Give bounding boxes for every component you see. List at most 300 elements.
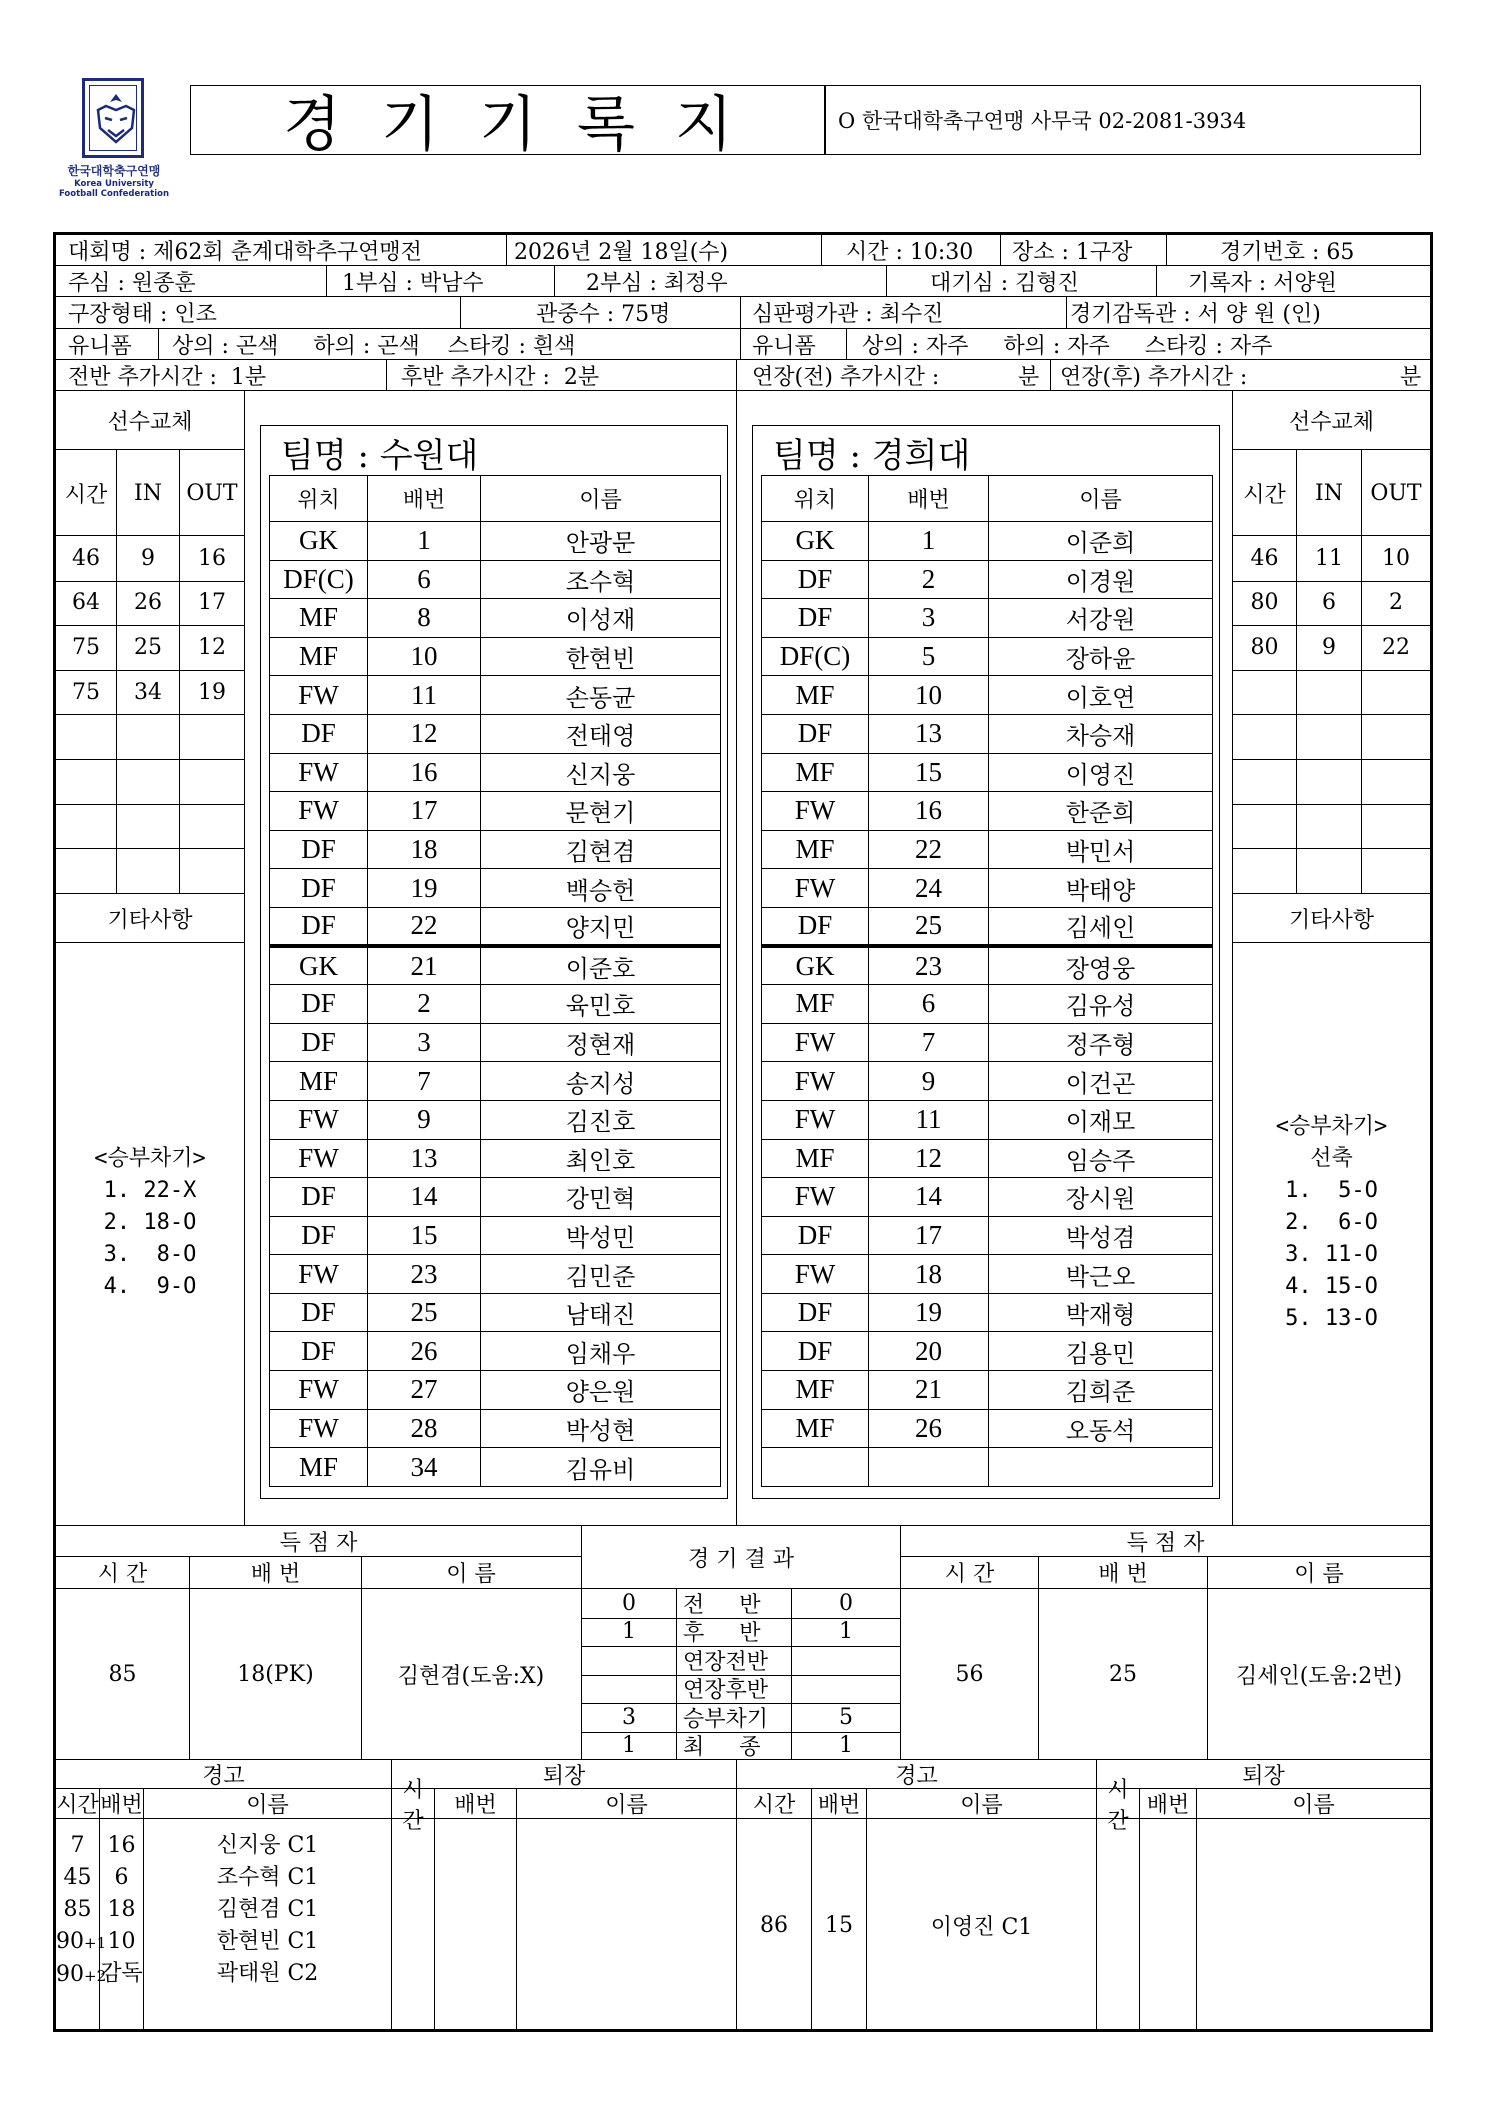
player-name: 손동균 <box>481 676 721 715</box>
sub-out: 10 <box>1382 545 1410 571</box>
home-goal-name-header: 이 름 <box>446 1561 496 1587</box>
away-roster-table <box>761 475 1213 1487</box>
sub-out: 2 <box>1389 590 1403 616</box>
referee: 주심 : 원종훈 <box>68 270 196 296</box>
player-position: DF <box>270 907 368 946</box>
away-caution-numbers: 15 <box>825 1913 853 1938</box>
player-row <box>762 1100 1213 1139</box>
result-home: 0 <box>622 1590 636 1616</box>
player-row <box>762 1062 1213 1101</box>
player-number: 11 <box>368 676 481 715</box>
player-position: GK <box>762 946 869 985</box>
player-number: 10 <box>869 676 989 715</box>
sub-out <box>1362 759 1430 804</box>
player-position: FW <box>762 869 869 908</box>
sub-time <box>1233 670 1296 715</box>
sub-in <box>1297 714 1361 759</box>
player-row <box>762 869 1213 908</box>
player-name: 이준희 <box>989 522 1213 561</box>
player-row <box>270 946 721 985</box>
sub-in: 9 <box>1322 634 1336 660</box>
player-row <box>762 1448 1213 1487</box>
away-position-header: 위치 <box>762 476 869 522</box>
player-number: 18 <box>368 830 481 869</box>
player-name: 김세인 <box>989 907 1213 946</box>
player-number: 7 <box>368 1062 481 1101</box>
result-title: 경 기 결 과 <box>688 1546 794 1572</box>
player-position: FW <box>270 1255 368 1294</box>
player-position: FW <box>270 676 368 715</box>
sub-time: 46 <box>72 545 100 571</box>
player-number: 18 <box>869 1255 989 1294</box>
et2-added-time-label: 연장(후) 추가시간 : <box>1060 364 1248 390</box>
away-scorer-title: 득 점 자 <box>1126 1530 1205 1556</box>
player-row <box>270 1332 721 1371</box>
player-position: FW <box>270 1100 368 1139</box>
player-row <box>270 1216 721 1255</box>
player-name: 이영진 <box>989 753 1213 792</box>
player-number: 21 <box>368 946 481 985</box>
player-row <box>762 1139 1213 1178</box>
player-number: 26 <box>869 1409 989 1448</box>
assistant-referee-1: 1부심 : 박남수 <box>342 270 484 296</box>
home-sub-out-header: OUT <box>186 480 238 506</box>
home-scorer-title: 득 점 자 <box>279 1530 358 1556</box>
away-sendoff-name-header: 이름 <box>1292 1793 1335 1818</box>
player-name: 전태영 <box>481 714 721 753</box>
home-caution-numbers: 16 6 18 10 감독 <box>100 1833 143 1986</box>
home-sendoff-time-header: 시간 <box>402 1777 424 1834</box>
player-number: 14 <box>368 1178 481 1217</box>
player-name: 신지웅 <box>481 753 721 792</box>
recorder: 기록자 : 서양원 <box>1188 270 1337 296</box>
home-caution-times <box>56 1830 107 1992</box>
player-row <box>762 792 1213 831</box>
away-name-header: 이름 <box>989 476 1213 522</box>
player-number: 7 <box>869 1023 989 1062</box>
player-position: GK <box>270 522 368 561</box>
home-goal-time: 85 <box>108 1661 137 1687</box>
player-position: DF <box>270 1023 368 1062</box>
player-name: 송지성 <box>481 1062 721 1101</box>
match-time: 시간 : 10:30 <box>846 239 974 265</box>
player-position: DF <box>270 985 368 1024</box>
result-home: 3 <box>622 1704 636 1730</box>
player-position: FW <box>762 1062 869 1101</box>
page-title: 경기기록지 <box>283 90 773 160</box>
player-number: 25 <box>869 907 989 946</box>
sub-in: 11 <box>1315 545 1343 571</box>
player-row <box>270 522 721 561</box>
home-sendoff-number-header: 배번 <box>454 1793 497 1818</box>
player-number: 1 <box>368 522 481 561</box>
player-name: 서강원 <box>989 599 1213 638</box>
player-row <box>762 1255 1213 1294</box>
competition-name: 대회명 : 제62회 춘계대학추구연맹전 <box>68 239 422 265</box>
player-position: DF <box>762 599 869 638</box>
et1-added-time-label: 연장(전) 추가시간 : <box>752 364 940 390</box>
sub-time: 64 <box>72 590 100 616</box>
player-number: 17 <box>869 1216 989 1255</box>
player-row <box>270 1178 721 1217</box>
match-venue: 장소 : 1구장 <box>1012 239 1133 265</box>
result-label: 승부차기 <box>683 1706 769 1732</box>
player-name <box>989 1448 1213 1487</box>
player-number: 28 <box>368 1409 481 1448</box>
result-away <box>792 1646 900 1675</box>
home-penalty-notes: <승부차기> 1. 22-X 2. 18-O 3. 8-O 4. 9-O <box>94 1146 206 1299</box>
player-name: 박성민 <box>481 1216 721 1255</box>
sub-in <box>1297 759 1361 804</box>
player-number: 8 <box>368 599 481 638</box>
result-away: 1 <box>839 1619 853 1645</box>
player-number: 1 <box>869 522 989 561</box>
result-label: 최 종 <box>683 1735 761 1761</box>
player-number: 15 <box>368 1216 481 1255</box>
player-position: FW <box>270 792 368 831</box>
result-home: 1 <box>622 1733 636 1759</box>
player-position: FW <box>762 1023 869 1062</box>
referee-assessor: 심판평가관 : 최수진 <box>752 302 944 327</box>
attendance: 관중수 : 75명 <box>536 302 671 327</box>
player-row <box>762 907 1213 946</box>
tiger-emblem-icon <box>82 78 144 158</box>
sub-out <box>180 848 244 893</box>
sub-out: 12 <box>198 634 226 660</box>
pitch-type: 구장형태 : 인조 <box>68 302 217 327</box>
player-name: 정주형 <box>989 1023 1213 1062</box>
sub-in: 26 <box>134 590 162 616</box>
player-row <box>270 907 721 946</box>
player-number: 6 <box>368 560 481 599</box>
away-sendoff-title: 퇴장 <box>1242 1763 1285 1789</box>
player-row <box>270 1139 721 1178</box>
sub-time: 80 <box>1250 590 1279 616</box>
home-others-title: 기타사항 <box>107 907 193 933</box>
player-number: 6 <box>869 985 989 1024</box>
player-position: DF <box>762 1293 869 1332</box>
player-row <box>270 1371 721 1410</box>
player-position: MF <box>762 985 869 1024</box>
player-name: 이재모 <box>989 1100 1213 1139</box>
sub-time: 80 <box>1250 634 1279 660</box>
result-label: 후 반 <box>683 1621 761 1647</box>
player-name: 박재형 <box>989 1293 1213 1332</box>
home-position-header: 위치 <box>270 476 368 522</box>
player-row <box>270 714 721 753</box>
player-position: DF <box>270 1178 368 1217</box>
second-half-added-time: 후반 추가시간 : 2분 <box>401 364 600 390</box>
away-caution-names: 이영진 C1 <box>930 1915 1033 1940</box>
player-row <box>270 792 721 831</box>
away-goal-name-header: 이 름 <box>1294 1561 1344 1587</box>
player-position: MF <box>762 676 869 715</box>
sub-time: 75 <box>72 679 100 705</box>
player-row <box>270 1023 721 1062</box>
result-away: 5 <box>839 1704 853 1730</box>
away-goal-name: 김세인(도움:2번) <box>1235 1663 1403 1689</box>
player-position: DF <box>762 714 869 753</box>
result-home <box>582 1646 676 1675</box>
away-caution-times: 86 <box>760 1913 788 1938</box>
player-position: MF <box>762 1409 869 1448</box>
result-away: 1 <box>839 1733 853 1759</box>
player-name: 양은원 <box>481 1371 721 1410</box>
sub-time <box>56 848 116 893</box>
player-number: 2 <box>368 985 481 1024</box>
player-name: 박성현 <box>481 1409 721 1448</box>
player-position: GK <box>270 946 368 985</box>
home-sub-time-header: 시간 <box>64 482 108 508</box>
player-row <box>270 1293 721 1332</box>
first-half-added-time: 전반 추가시간 : 1분 <box>68 364 267 390</box>
sub-time <box>1233 848 1296 893</box>
player-row <box>270 1448 721 1487</box>
match-number: 경기번호 : 65 <box>1220 239 1355 265</box>
home-roster-panel <box>260 425 728 1499</box>
player-position: FW <box>270 753 368 792</box>
home-caution-time-header: 시간 <box>56 1793 99 1818</box>
result-away <box>792 1675 900 1704</box>
home-caution-title: 경고 <box>202 1763 245 1789</box>
player-row <box>762 1216 1213 1255</box>
player-position: MF <box>762 1371 869 1410</box>
fourth-official: 대기심 : 김형진 <box>930 270 1079 296</box>
sub-out <box>180 804 244 849</box>
contact-box <box>824 85 1421 155</box>
player-position: DF(C) <box>762 637 869 676</box>
home-goal-number-header: 배 번 <box>250 1561 301 1587</box>
sub-out <box>1362 670 1430 715</box>
away-uniform: 상의 : 자주 하의 : 자주 스타킹 : 자주 <box>862 333 1273 359</box>
player-number: 14 <box>869 1178 989 1217</box>
player-position: FW <box>270 1371 368 1410</box>
home-number-header: 배번 <box>368 476 481 522</box>
result-home: 1 <box>622 1619 636 1645</box>
player-name: 이준호 <box>481 946 721 985</box>
player-row <box>762 714 1213 753</box>
sub-in <box>117 714 179 759</box>
player-position: DF <box>270 1332 368 1371</box>
logo-name-en-2: Football Confederation <box>58 189 170 199</box>
away-caution-time-header: 시간 <box>752 1793 796 1818</box>
player-position: DF <box>270 1293 368 1332</box>
logo-name-en-1: Korea University <box>74 179 154 189</box>
player-number: 13 <box>368 1139 481 1178</box>
player-position: MF <box>270 637 368 676</box>
player-name: 이성재 <box>481 599 721 638</box>
player-position: GK <box>762 522 869 561</box>
player-row <box>762 1409 1213 1448</box>
home-uniform: 상의 : 곤색 하의 : 곤색 스타킹 : 흰색 <box>172 333 576 359</box>
player-number: 34 <box>368 1448 481 1487</box>
away-roster-panel <box>752 425 1220 1499</box>
sub-out <box>1362 804 1430 849</box>
player-position: DF <box>762 560 869 599</box>
sub-out <box>180 759 244 804</box>
player-name: 장시원 <box>989 1178 1213 1217</box>
player-row <box>762 985 1213 1024</box>
player-number: 20 <box>869 1332 989 1371</box>
player-position: MF <box>270 1448 368 1487</box>
player-number: 21 <box>869 1371 989 1410</box>
away-uniform-label: 유니폼 <box>752 333 816 359</box>
player-position: DF <box>762 1332 869 1371</box>
player-name: 장하윤 <box>989 637 1213 676</box>
player-position: MF <box>762 1139 869 1178</box>
away-substitution-title: 선수교체 <box>1288 409 1374 435</box>
player-name: 백승헌 <box>481 869 721 908</box>
player-row <box>270 1409 721 1448</box>
player-position: DF <box>270 1216 368 1255</box>
et2-added-time-unit: 분 <box>1400 364 1422 390</box>
away-sendoff-time-header: 시간 <box>1107 1777 1129 1834</box>
player-name: 한현빈 <box>481 637 721 676</box>
player-name: 박태양 <box>989 869 1213 908</box>
player-number: 17 <box>368 792 481 831</box>
player-row <box>762 637 1213 676</box>
player-name: 이호연 <box>989 676 1213 715</box>
away-goal-time: 56 <box>955 1661 984 1687</box>
away-penalty-notes: <승부차기> 선축 1. 5-O 2. 6-O 3. 11-O 4. 15-O 5. 13-O <box>1275 1114 1388 1331</box>
home-sub-in-header: IN <box>134 480 162 506</box>
sub-out <box>1362 714 1430 759</box>
player-number: 13 <box>869 714 989 753</box>
player-row <box>270 869 721 908</box>
player-number: 22 <box>368 907 481 946</box>
sub-out: 17 <box>198 590 226 616</box>
player-number: 11 <box>869 1100 989 1139</box>
player-number: 19 <box>869 1293 989 1332</box>
federation-logo <box>54 78 174 204</box>
player-row <box>762 1371 1213 1410</box>
sub-time <box>1233 804 1296 849</box>
player-row <box>762 599 1213 638</box>
player-number: 24 <box>869 869 989 908</box>
player-name: 이건곤 <box>989 1062 1213 1101</box>
player-position: DF <box>762 1216 869 1255</box>
player-number: 12 <box>869 1139 989 1178</box>
player-position: FW <box>762 1178 869 1217</box>
home-team-name: 팀명 : 수원대 <box>281 436 479 476</box>
match-sheet <box>53 232 1433 2032</box>
player-name: 정현재 <box>481 1023 721 1062</box>
player-row <box>762 676 1213 715</box>
player-position: MF <box>270 1062 368 1101</box>
home-caution-number-header: 배번 <box>100 1793 143 1818</box>
player-position: FW <box>270 1409 368 1448</box>
player-position <box>762 1448 869 1487</box>
player-number <box>869 1448 989 1487</box>
sub-out <box>1362 848 1430 893</box>
contact-info: O 한국대학축구연맹 사무국 02-2081-3934 <box>838 109 1247 133</box>
player-name: 김민준 <box>481 1255 721 1294</box>
player-name: 김유비 <box>481 1448 721 1487</box>
home-sendoff-title: 퇴장 <box>542 1763 586 1789</box>
player-position: FW <box>762 1255 869 1294</box>
player-number: 26 <box>368 1332 481 1371</box>
player-number: 23 <box>869 946 989 985</box>
sub-out: 16 <box>198 545 226 571</box>
player-name: 김현겸 <box>481 830 721 869</box>
player-position: MF <box>762 753 869 792</box>
player-row <box>270 1100 721 1139</box>
player-number: 9 <box>869 1062 989 1101</box>
sub-in <box>1297 670 1361 715</box>
sub-in <box>1297 804 1361 849</box>
player-position: FW <box>762 792 869 831</box>
away-goal-number-header: 배 번 <box>1098 1561 1148 1587</box>
title-box <box>190 85 826 160</box>
player-row <box>762 830 1213 869</box>
player-row <box>270 753 721 792</box>
home-caution-names: 신지웅 C1 조수혁 C1 김현겸 C1 한현빈 C1 곽태원 C2 <box>216 1833 319 1986</box>
player-row <box>762 1178 1213 1217</box>
away-sub-time-header: 시간 <box>1243 482 1286 508</box>
player-name: 조수혁 <box>481 560 721 599</box>
player-name: 김희준 <box>989 1371 1213 1410</box>
player-number: 5 <box>869 637 989 676</box>
sub-time <box>1233 759 1296 804</box>
player-name: 김진호 <box>481 1100 721 1139</box>
result-away: 0 <box>839 1590 853 1616</box>
home-goal-time-header: 시 간 <box>97 1561 148 1587</box>
away-sub-in-header: IN <box>1315 480 1343 506</box>
player-name: 강민혁 <box>481 1178 721 1217</box>
home-substitution-title: 선수교체 <box>107 409 193 435</box>
sub-time: 75 <box>72 634 100 660</box>
player-position: FW <box>270 1139 368 1178</box>
home-uniform-label: 유니폼 <box>68 333 132 359</box>
sub-in <box>117 848 179 893</box>
away-caution-number-header: 배번 <box>817 1793 861 1818</box>
player-number: 19 <box>368 869 481 908</box>
player-row <box>270 560 721 599</box>
player-position: DF(C) <box>270 560 368 599</box>
home-goal-name: 김현겸(도움:X) <box>397 1663 545 1689</box>
player-name: 임채우 <box>481 1332 721 1371</box>
player-name: 육민호 <box>481 985 721 1024</box>
sub-in: 6 <box>1322 590 1336 616</box>
sub-in <box>117 804 179 849</box>
player-row <box>762 1293 1213 1332</box>
away-others-title: 기타사항 <box>1288 907 1374 933</box>
player-row <box>762 1332 1213 1371</box>
player-position: DF <box>270 869 368 908</box>
player-position: DF <box>762 907 869 946</box>
player-name: 한준희 <box>989 792 1213 831</box>
player-name: 박민서 <box>989 830 1213 869</box>
player-position: FW <box>762 1100 869 1139</box>
away-number-header: 배번 <box>869 476 989 522</box>
player-number: 2 <box>869 560 989 599</box>
away-caution-title: 경고 <box>895 1763 938 1789</box>
player-name: 남태진 <box>481 1293 721 1332</box>
player-number: 9 <box>368 1100 481 1139</box>
player-name: 박성겸 <box>989 1216 1213 1255</box>
player-name: 박근오 <box>989 1255 1213 1294</box>
home-goal-number: 18(PK) <box>237 1661 314 1687</box>
player-row <box>270 1255 721 1294</box>
player-name: 최인호 <box>481 1139 721 1178</box>
sub-in: 9 <box>141 545 155 571</box>
player-number: 25 <box>368 1293 481 1332</box>
player-name: 김용민 <box>989 1332 1213 1371</box>
player-name: 문현기 <box>481 792 721 831</box>
logo-name-ko: 한국대학축구연맹 <box>67 164 161 178</box>
sub-out: 22 <box>1382 634 1410 660</box>
sub-time <box>56 714 116 759</box>
